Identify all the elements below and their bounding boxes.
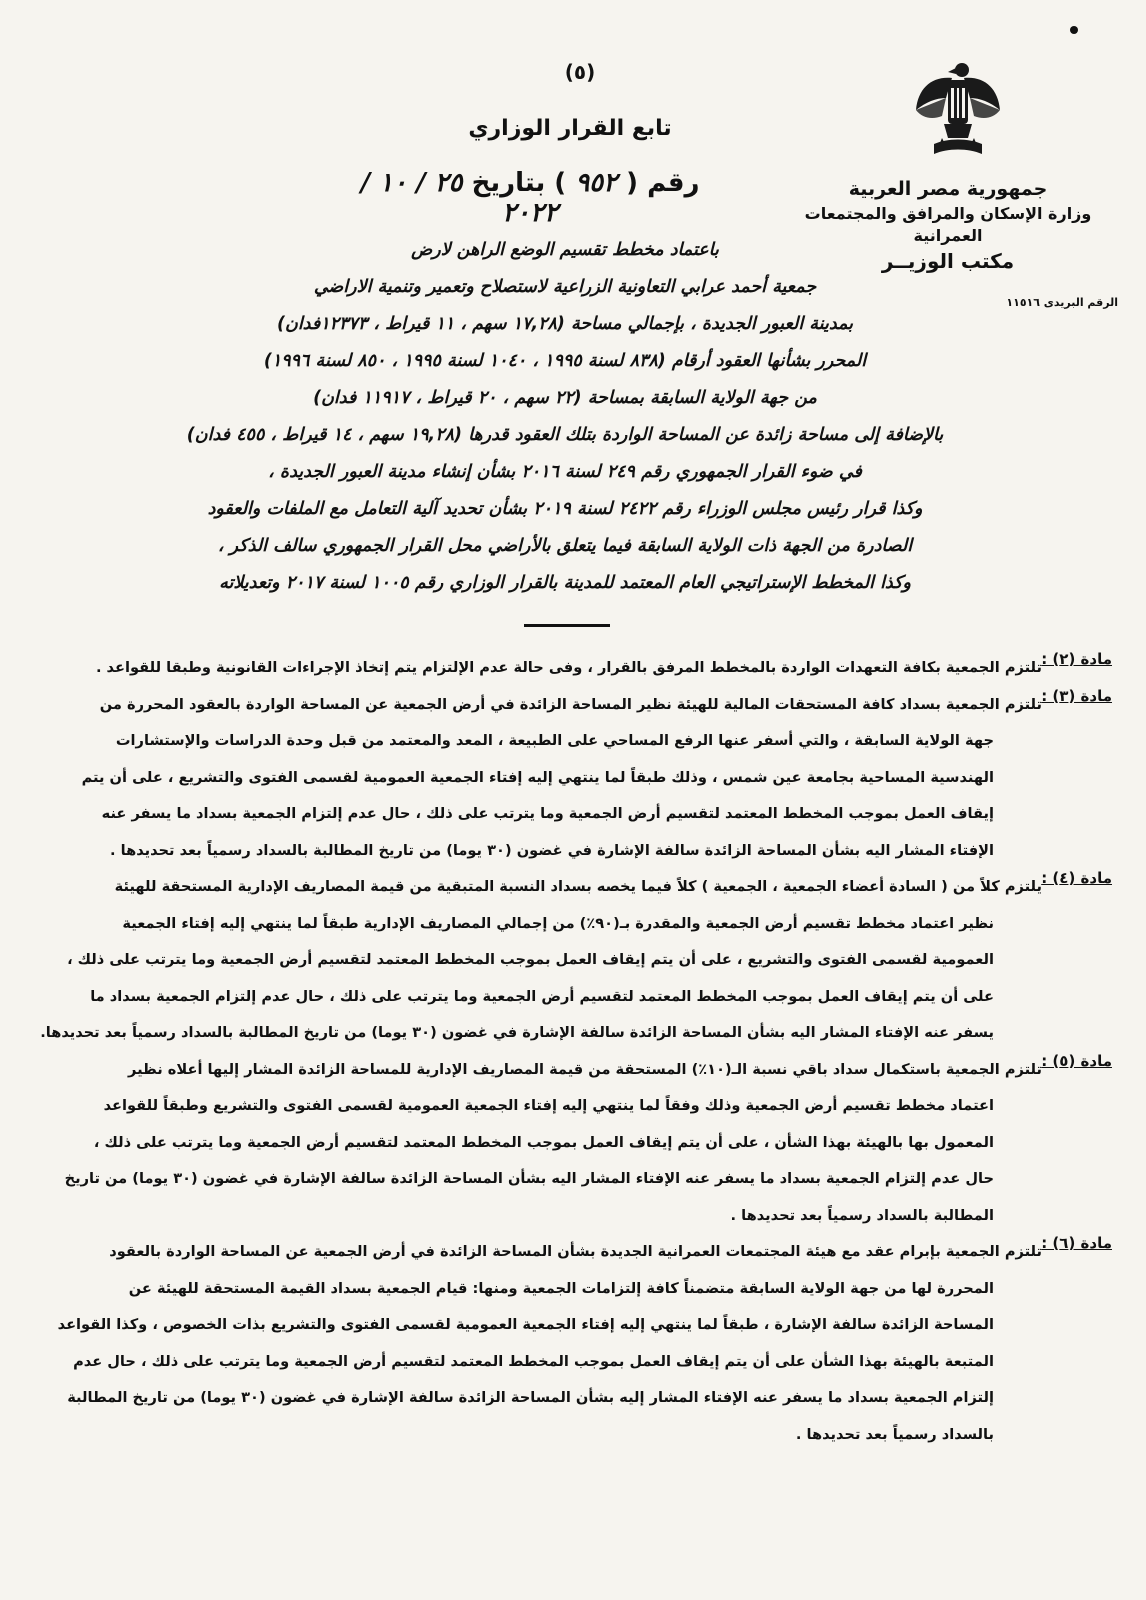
decree-prefix: رقم ( (626, 168, 700, 198)
articles-list (40, 650, 1112, 1453)
article-line: تلتزم الجمعية باستكمال سداد باقي نسبة الـ(١٠٪) المستحقة من قيمة المصاريف الإدارية للمساحة الزائدة المشار إليها أعلاه نظير (128, 1060, 1042, 1078)
article-line: تلتزم الجمعية بكافة التعهدات الواردة بالمخطط المرفق بالقرار ، وفى حالة عدم الإلتزام يتم إتخاذ الإجراءات القانونية وطبقا للقواعد . (95, 659, 1042, 676)
subject-line: باعتماد مخطط تقسيم الوضع الراهن لارض (411, 240, 719, 260)
subject-line: بالإضافة إلى مساحة زائدة عن المساحة الواردة بتلك العقود قدرها (١٩,٢٨ سهم ، ١٤ قيراط ، ٤٥٥ فدان) (186, 425, 944, 445)
article-2 (72, 650, 1112, 687)
ink-dot (1070, 26, 1078, 34)
article-3 (72, 687, 1112, 870)
subject-line: بمدينة العبور الجديدة ، بإجمالي مساحة (١٧,٢٨ سهم ، ١١ قيراط ، ١٢٣٧٣فدان) (276, 314, 854, 334)
republic-name: جمهورية مصر العربية (848, 178, 1048, 200)
article-line: نظير اعتماد مخطط تقسيم أرض الجمعية والمقدرة بـ(٩٠٪) من إجمالي المصاريف الإدارية طبقاً لما ينتهي إليه إفتاء الجمعية (122, 914, 994, 932)
decree-date: ٢٥ / ١٠ / ٢٠٢٢ (360, 168, 558, 228)
decree-number: ٩٥٢ (575, 168, 618, 198)
article-line: المساحة الزائدة سالفة الإشارة ، طبقاً لما ينتهي إليه إفتاء الجمعية العمومية لقسمى الفتوى والتشريع بذات الخصوص ، وكذا القواعد (57, 1316, 994, 1333)
postal-code: الرقم البريدى ١١٥١٦ (1006, 296, 1118, 309)
article-label: مادة (٥) : (1041, 1051, 1112, 1070)
page-number: (٥) (564, 60, 596, 84)
article-label: مادة (٢) : (1041, 650, 1112, 668)
subject-line: من جهة الولاية السابقة بمساحة (٢٢ سهم ، ٢٠ قيراط ، ١١٩١٧ فدان) (313, 388, 817, 408)
article-line: بالسداد رسمياً بعد تحديدها . (795, 1425, 994, 1443)
decree-reference (330, 168, 730, 228)
article-line: المحررة لها من جهة الولاية السابقة متضمناً كافة إلتزامات الجمعية ومنها: قيام الجمعية بسداد القيمة المستحقة للهيئة عن (128, 1279, 994, 1297)
article-label: مادة (٣) : (1041, 686, 1112, 705)
decree-date-label: ) بتاريخ (471, 168, 567, 198)
article-line: إلتزام الجمعية بسداد ما يسفر عنه الإفتاء المشار إليه بشأن المساحة الزائدة سالفة الإشارة في غضون (٣٠ يوما) من تاريخ المطالبة (67, 1389, 994, 1406)
article-line: يلتزم كلاً من ( السادة أعضاء الجمعية ، الجمعية ) كلاً فيما يخصه بسداد النسبة المتبقية من قيمة المصاريف الإدارية المستحقة للهيئة (114, 878, 1042, 895)
article-line: المطالبة بالسداد رسمياً بعد تحديدها . (730, 1206, 994, 1224)
article-line: الإفتاء المشار اليه بشأن المساحة الزائدة سالفة الإشارة في غضون (٣٠ يوما) من تاريخ المطالبة بالسداد رسمياً بعد تحديدها . (109, 841, 994, 859)
subject-line: الصادرة من الجهة ذات الولاية السابقة فيما يتعلق بالأراضي محل القرار الجمهوري سالف الذكر ، (217, 536, 913, 556)
article-line: تلتزم الجمعية بسداد كافة المستحقات المالية للهيئة نظير المساحة الزائدة في أرض الجمعية عن المساحة الواردة بالعقود المحررة من (99, 695, 1042, 713)
article-line: يسفر عنه الإفتاء المشار اليه بشأن المساحة الزائدة سالفة الإشارة في غضون (٣٠ يوما) من تاريخ المطالبة بالسداد رسمياً بعد تحديدها. (40, 1024, 994, 1041)
article-line: تلتزم الجمعية بإبرام عقد مع هيئة المجتمعات العمرانية الجديدة بشأن المساحة الزائدة في أرض الجمعية عن المساحة الواردة بالعقود (109, 1243, 1042, 1260)
subject-line: وكذا قرار رئيس مجلس الوزراء رقم ٢٤٢٢ لسنة ٢٠١٩ بشأن تحديد آلية التعامل مع الملفات والعقود (207, 499, 923, 519)
subject-line: المحرر بشأنها العقود أرقام (٨٣٨ لسنة ١٩٩٥ ، ١٠٤٠ لسنة ١٩٩٥ ، ٨٥٠ لسنة ١٩٩٦) (263, 351, 867, 371)
section-divider (524, 624, 610, 627)
office-name: مكتب الوزيــر (881, 249, 1015, 274)
article-5 (64, 1051, 1112, 1235)
eagle-emblem-icon (912, 58, 1004, 168)
article-line: المعمول بها بالهيئة بهذا الشأن ، على أن يتم إيقاف العمل بموجب المخطط المعتمد لتقسيم أرض الجمعية وما يترتب على ذلك ، (93, 1133, 994, 1151)
ministry-name: وزارة الإسكان والمرافق والمجتمعات العمرانية (804, 203, 1092, 245)
article-line: اعتماد مخطط تقسيم أرض الجمعية وذلك وفقاً لما ينتهي إليه إفتاء الجمعية العمومية لقسمى الفتوى والتشريع وطبقاً للقواعد (103, 1097, 994, 1114)
article-label: مادة (٦) : (1041, 1234, 1112, 1252)
article-line: العمومية لقسمى الفتوى والتشريع ، على أن يتم إيقاف العمل بموجب المخطط المعتمد لتقسيم أرض الجمعية وما يترتب على ذلك ، (67, 951, 994, 968)
article-6 (57, 1234, 1112, 1453)
decree-subject (150, 232, 980, 602)
article-line: إيقاف العمل بموجب المخطط المعتمد لتقسيم أرض الجمعية وما يترتب على ذلك ، حال عدم إلتزام الجمعية بسداد ما يسفر عنه (101, 805, 994, 822)
article-line: المتبعة بالهيئة بهذا الشأن على أن يتم إيقاف العمل بموجب المخطط المعتمد لتقسيم أرض الجمعية وما يترتب على ذلك ، حال عدم (73, 1352, 994, 1370)
subject-line: جمعية أحمد عرابي التعاونية الزراعية لاستصلاح وتعمير وتنمية الاراضي (313, 277, 817, 297)
subject-line: وكذا المخطط الإستراتيجي العام المعتمد للمدينة بالقرار الوزاري رقم ١٠٠٥ لسنة ٢٠١٧ وتعديلاته (219, 573, 911, 593)
article-line: على أن يتم إيقاف العمل بموجب المخطط المعتمد لتقسيم أرض الجمعية وما يترتب على ذلك ، حال عدم إلتزام الجمعية بسداد ما (90, 987, 994, 1005)
article-line: حال عدم إلتزام الجمعية بسداد ما يسفر عنه الإفتاء المشار اليه بشأن المساحة الزائدة سالفة الإشارة في غضون (٣٠ يوما) من تاريخ (64, 1170, 994, 1187)
annex-title: تابع القرار الوزاري (468, 116, 672, 141)
article-4 (40, 869, 1112, 1052)
subject-line: في ضوء القرار الجمهوري رقم ٢٤٩ لسنة ٢٠١٦ بشأن إنشاء مدينة العبور الجديدة ، (268, 462, 862, 482)
article-line: الهندسية المساحية بجامعة عين شمس ، وذلك طبقاً لما ينتهي إليه إفتاء الجمعية العمومية لقسمى الفتوى والتشريع ، على أن يتم (81, 768, 994, 786)
article-label: مادة (٤) : (1041, 869, 1112, 887)
article-line: جهة الولاية السابقة ، والتي أسفر عنها الرفع المساحي على الطبيعة ، المعد والمعتمد من قبل وحدة الدراسات والإستشارات (115, 732, 994, 749)
